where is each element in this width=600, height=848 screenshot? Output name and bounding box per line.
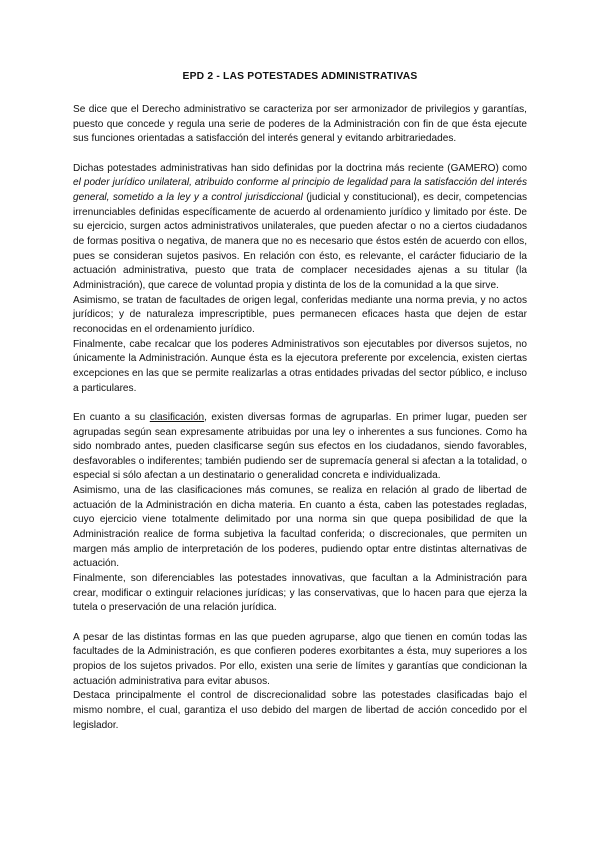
paragraph-gap: [73, 147, 527, 162]
paragraph-classification: [73, 411, 527, 484]
paragraph-control: Destaca principalmente el control de discrecionalidad sobre las potestades clasificadas bajo el mismo nombre, el cual, garantiza el uso debido del margen de libertad de acción concedido por el legislador.: [73, 690, 527, 731]
definition-lead: Dichas potestades administrativas han sido definidas por la doctrina más reciente (GAMERO) como: [73, 162, 527, 174]
classification-rest: , existen diversas formas de agruparlas. En primer lugar, pueden ser agrupadas según sean expresamente atribuidas por una ley o inherentes a sus funciones. Como ha sido nombrado antes, pueden clasificarse según sus efectos en los ciudadanos, siendo favorables, desfavorables o indiferentes; también pudiendo ser de supremacía general si afectan a la totalidad, o especial si sólo afectan a un destinatario o generalidad concreta e individualizada.: [73, 411, 527, 482]
classification-lead: En cuanto a su: [73, 411, 150, 423]
paragraph-gap: [73, 396, 527, 411]
paragraph-innovativas: Finalmente, son diferenciables las potestades innovativas, que facultan a la Administración para crear, modificar o extinguir relaciones jurídicas; y las conservativas, que lo hacen para que ejerza la tutela o preservación de una relación jurídica.: [73, 573, 527, 614]
definition-rest: (judicial y constitucional), es decir, competencias irrenunciables definidas específicamente de acuerdo al ordenamiento jurídico y limitado por éste. De su ejercicio, surgen actos administrativos unilaterales, que pueden afectar o no a ciertos ciudadanos de formas positiva o negativa, de manera que no es necesario que éstos estén de acuerdo con ellos, pues se consideran sujetos pasivos. En relación con ésto, es relevante, el carácter fiduciario de la actuación administrativa, puesto que trata de complacer necesidades ajenas a su titular (la Administración), que carece de voluntad propia y distinta de los de la comunidad a la que sirve.: [73, 191, 527, 291]
paragraph-intro: Se dice que el Derecho administrativo se caracteriza por ser armonizador de privilegios y garantías, puesto que concede y regula una serie de poderes de la Administración con fin de que ésta ejecute sus funciones orientadas a satisfacción del interés general y evitando arbitrariedades.: [73, 104, 527, 145]
document-title: EPD 2 - LAS POTESTADES ADMINISTRATIVAS: [182, 71, 418, 82]
paragraph-regladas-discrecionales: Asimismo, una de las clasificaciones más comunes, se realiza en relación al grado de libertad de actuación de la Administración en dicha materia. En cuanto a ésta, caben las potestades regladas, cuyo ejercicio viene totalmente delimitado por una norma sin que quepa posibilidad de que la Administración realice de forma subjetiva la facultad conferida; o discrecionales, que permiten un margen más amplio de interpretación de los poderes, pudiendo optar entre distintas alternativas de actuación.: [73, 485, 527, 570]
definition-quote: el poder jurídico unilateral, atribuido conforme al principio de legalidad para la satisfacción del interés general, sometido a la ley y a control jurisdiccional: [73, 177, 527, 203]
paragraph-definition: [73, 162, 527, 294]
classification-term: clasificación: [149, 411, 205, 423]
paragraph-legal-origin: Asimismo, se tratan de facultades de origen legal, conferidas mediante una norma previa, y no actos jurídicos; y de naturaleza imprescriptible, pues permanecen eficaces hasta que dejen de estar reconocidas en el ordenamiento jurídico.: [73, 294, 527, 335]
paragraph-gap: [73, 616, 527, 631]
paragraph-subjects: Finalmente, cabe recalcar que los poderes Administrativos son ejecutables por diversos sujetos, no únicamente la Administración. Aunque ésta es la ejecutora preferente por excelencia, existen ciertas excepciones en las que se permite realizarlas a otras entidades privadas del sector público, e incluso a particulares.: [73, 338, 527, 394]
paragraph-limits: A pesar de las distintas formas en las que pueden agruparse, algo que tienen en común todas las facultades de la Administración, es que confieren poderes exorbitantes a ésta, muy superiores a los propios de los sujetos privados. Por ello, existen una serie de límites y garantías que condicionan la actuación administrativa para evitar abusos.: [73, 631, 527, 687]
